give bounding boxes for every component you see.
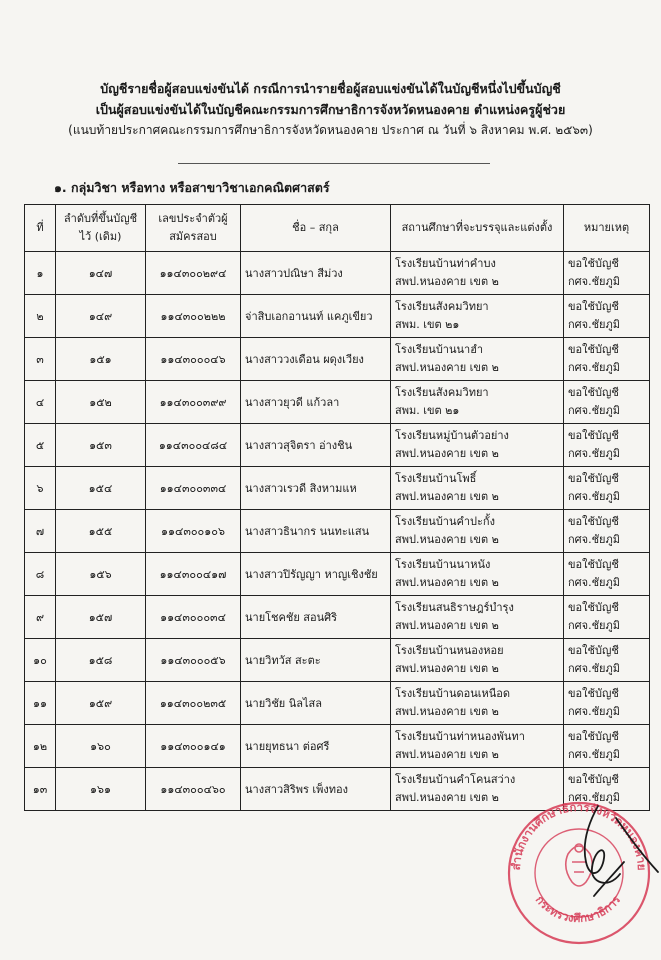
cell-school-line: สพป.หนองคาย เขต ๒	[395, 533, 499, 546]
cell-note-line: กศจ.ชัยภูมิ	[568, 361, 620, 374]
table-row	[25, 596, 650, 639]
cell-school	[391, 596, 564, 639]
cell-note-line: ขอใช้บัญชี	[568, 300, 619, 313]
cell-note-line: ขอใช้บัญชี	[568, 472, 619, 485]
cell-note-line: กศจ.ชัยภูมิ	[568, 318, 620, 331]
cell-name: จ่าสิบเอกอานนท์ แคภูเขียว	[241, 295, 391, 338]
table-row	[25, 338, 650, 381]
cell-school-line: สพป.หนองคาย เขต ๒	[395, 576, 499, 589]
cell-school	[391, 510, 564, 553]
cell-note-line: ขอใช้บัญชี	[568, 644, 619, 657]
cell-school-line: สพป.หนองคาย เขต ๒	[395, 275, 499, 288]
cell-note	[564, 467, 650, 510]
cell-school-line: สพป.หนองคาย เขต ๒	[395, 705, 499, 718]
cell-note	[564, 252, 650, 295]
cell-school	[391, 338, 564, 381]
cell-note	[564, 553, 650, 596]
cell-number: ๑๓	[25, 768, 56, 811]
cell-original-order: ๑๖๑	[56, 768, 146, 811]
cell-number: ๗	[25, 510, 56, 553]
table-row	[25, 639, 650, 682]
cell-school-line: สพป.หนองคาย เขต ๒	[395, 361, 499, 374]
cell-school-line: โรงเรียนบ้านคำปะกั้ง	[395, 515, 495, 528]
cell-school	[391, 467, 564, 510]
cell-school	[391, 424, 564, 467]
table-row	[25, 252, 650, 295]
cell-applicant-id: ๑๑๔๓๐๐๐๓๔	[146, 596, 241, 639]
candidate-table	[24, 204, 650, 811]
cell-school-line: สพป.หนองคาย เขต ๒	[395, 662, 499, 675]
cell-applicant-id: ๑๑๔๓๐๐๔๖๐	[146, 768, 241, 811]
cell-school-line: โรงเรียนสนธิราษฎร์บำรุง	[395, 601, 514, 614]
svg-text:กระทรวงศึกษาธิการ	[533, 892, 624, 925]
table-row	[25, 768, 650, 811]
cell-name: นายโชคชัย สอนศิริ	[241, 596, 391, 639]
cell-name: นางสาวธินากร นนทะแสน	[241, 510, 391, 553]
cell-number: ๑	[25, 252, 56, 295]
table-row	[25, 424, 650, 467]
cell-name: นายวิชัย นิลไสล	[241, 682, 391, 725]
cell-school	[391, 252, 564, 295]
cell-school-line: โรงเรียนบ้านนาหนัง	[395, 558, 491, 571]
cell-note	[564, 381, 650, 424]
document-title-line-2: เป็นผู้สอบแข่งขันได้ในบัญชีคณะกรรมการศึกษาธิการจังหวัดหนองคาย ตำแหน่งครูผู้ช่วย	[95, 102, 566, 117]
cell-note	[564, 682, 650, 725]
cell-applicant-id: ๑๑๔๓๐๐๑๔๑	[146, 725, 241, 768]
cell-applicant-id: ๑๑๔๓๐๐๐๔๖	[146, 338, 241, 381]
cell-school-line: สพป.หนองคาย เขต ๒	[395, 791, 499, 804]
header-divider	[178, 163, 490, 164]
cell-note-line: ขอใช้บัญชี	[568, 773, 619, 786]
cell-note	[564, 295, 650, 338]
table-row	[25, 467, 650, 510]
cell-name: นางสาวเรวดี สิงหามแห	[241, 467, 391, 510]
cell-school-line: สพป.หนองคาย เขต ๒	[395, 447, 499, 460]
cell-school	[391, 682, 564, 725]
table-body	[25, 252, 650, 811]
cell-note-line: ขอใช้บัญชี	[568, 687, 619, 700]
header-school: สถานศึกษาที่จะบรรจุและแต่งตั้ง	[391, 205, 564, 252]
cell-original-order: ๑๔๗	[56, 252, 146, 295]
stamp-emblem	[566, 844, 593, 886]
cell-original-order: ๑๕๓	[56, 424, 146, 467]
cell-note	[564, 510, 650, 553]
cell-name: นายวิทวัส สะตะ	[241, 639, 391, 682]
cell-school-line: สพป.หนองคาย เขต ๒	[395, 490, 499, 503]
cell-original-order: ๑๕๒	[56, 381, 146, 424]
cell-number: ๑๒	[25, 725, 56, 768]
cell-school-line: โรงเรียนบ้านคำโคนสว่าง	[395, 773, 516, 786]
cell-note	[564, 768, 650, 811]
cell-original-order: ๑๕๙	[56, 682, 146, 725]
cell-note	[564, 596, 650, 639]
cell-number: ๙	[25, 596, 56, 639]
cell-note-line: กศจ.ชัยภูมิ	[568, 533, 620, 546]
cell-school	[391, 639, 564, 682]
cell-note-line: ขอใช้บัญชี	[568, 257, 619, 270]
cell-note-line: กศจ.ชัยภูมิ	[568, 404, 620, 417]
cell-note-line: กศจ.ชัยภูมิ	[568, 447, 620, 460]
cell-number: ๖	[25, 467, 56, 510]
cell-note-line: ขอใช้บัญชี	[568, 343, 619, 356]
cell-number: ๒	[25, 295, 56, 338]
cell-name: นายยุทธนา ต่อศรี	[241, 725, 391, 768]
cell-original-order: ๑๕๔	[56, 467, 146, 510]
table-row	[25, 510, 650, 553]
cell-applicant-id: ๑๑๔๓๐๐๓๙๙	[146, 381, 241, 424]
cell-school-line: โรงเรียนสังคมวิทยา	[395, 386, 489, 399]
cell-number: ๓	[25, 338, 56, 381]
cell-name: นางสาวสุจิตรา อ่างชิน	[241, 424, 391, 467]
cell-note-line: ขอใช้บัญชี	[568, 558, 619, 571]
cell-name: นางสาววงเดือน ผดุงเวียง	[241, 338, 391, 381]
cell-original-order: ๑๔๙	[56, 295, 146, 338]
table-row	[25, 553, 650, 596]
cell-school-line: โรงเรียนบ้านท่าคำบง	[395, 257, 496, 270]
table-row	[25, 682, 650, 725]
cell-number: ๕	[25, 424, 56, 467]
stamp-bottom-text: กระทรวงศึกษาธิการ	[532, 892, 624, 926]
document-subtitle: (แนบท้ายประกาศคณะกรรมการศึกษาธิการจังหวัดหนองคาย ประกาศ ณ วันที่ ๖ สิงหาคม พ.ศ. ๒๕๖๓)	[68, 123, 593, 137]
cell-note-line: กศจ.ชัยภูมิ	[568, 619, 620, 632]
table-row	[25, 381, 650, 424]
cell-school-line: โรงเรียนหมู่บ้านตัวอย่าง	[395, 429, 509, 442]
cell-number: ๑๐	[25, 639, 56, 682]
table-row	[25, 725, 650, 768]
cell-applicant-id: ๑๑๔๓๐๐๒๓๕	[146, 682, 241, 725]
cell-applicant-id: ๑๑๔๓๐๐๑๐๖	[146, 510, 241, 553]
cell-original-order: ๑๕๗	[56, 596, 146, 639]
cell-note-line: ขอใช้บัญชี	[568, 601, 619, 614]
cell-applicant-id: ๑๑๔๓๐๐๐๕๖	[146, 639, 241, 682]
cell-number: ๑๑	[25, 682, 56, 725]
cell-school	[391, 295, 564, 338]
stamp-top-text: สำนักงานศึกษาธิการจังหวัดหนองคาย	[508, 799, 650, 871]
header-applicant-id: เลขประจำตัวผู้สมัครสอบ	[146, 205, 241, 252]
cell-school-line: โรงเรียนบ้านโพธิ์	[395, 472, 477, 485]
cell-applicant-id: ๑๑๔๓๐๐๓๓๔	[146, 467, 241, 510]
cell-note-line: ขอใช้บัญชี	[568, 730, 619, 743]
cell-school	[391, 725, 564, 768]
cell-school-line: โรงเรียนบ้านท่าหนองพันทา	[395, 730, 525, 743]
cell-school	[391, 381, 564, 424]
cell-note-line: ขอใช้บัญชี	[568, 515, 619, 528]
cell-applicant-id: ๑๑๔๓๐๐๔๑๗	[146, 553, 241, 596]
section-heading: ๑. กลุ่มวิชา หรือทาง หรือสาขาวิชาเอกคณิตศาสตร์	[54, 180, 330, 195]
cell-applicant-id: ๑๑๔๓๐๐๒๙๔	[146, 252, 241, 295]
cell-name: นางสาวสิริพร เพ็งทอง	[241, 768, 391, 811]
header-note: หมายเหตุ	[564, 205, 650, 252]
cell-school	[391, 553, 564, 596]
cell-original-order: ๑๕๖	[56, 553, 146, 596]
cell-note-line: กศจ.ชัยภูมิ	[568, 275, 620, 288]
cell-note	[564, 725, 650, 768]
cell-note-line: ขอใช้บัญชี	[568, 386, 619, 399]
header-original-order: ลำดับที่ขึ้นบัญชีไว้ (เดิม)	[56, 205, 146, 252]
cell-note-line: กศจ.ชัยภูมิ	[568, 705, 620, 718]
cell-school-line: สพม. เขต ๒๑	[395, 318, 460, 331]
cell-note	[564, 338, 650, 381]
document-header	[0, 78, 661, 140]
table-row	[25, 295, 650, 338]
signature-mark	[585, 806, 658, 896]
cell-school-line: โรงเรียนบ้านดอนเหนือด	[395, 687, 511, 700]
cell-name: นางสาวยุวดี แก้วลา	[241, 381, 391, 424]
cell-applicant-id: ๑๑๔๓๐๐๒๒๒	[146, 295, 241, 338]
cell-original-order: ๑๕๘	[56, 639, 146, 682]
cell-original-order: ๑๕๕	[56, 510, 146, 553]
cell-name: นางสาวปณิษา สีม่วง	[241, 252, 391, 295]
cell-original-order: ๑๕๑	[56, 338, 146, 381]
header-number: ที่	[25, 205, 56, 252]
cell-applicant-id: ๑๑๔๓๐๐๔๘๔	[146, 424, 241, 467]
cell-school-line: โรงเรียนสังคมวิทยา	[395, 300, 489, 313]
cell-school	[391, 768, 564, 811]
cell-school-line: โรงเรียนบ้านนาฮำ	[395, 343, 484, 356]
cell-note-line: กศจ.ชัยภูมิ	[568, 791, 620, 804]
cell-school-line: โรงเรียนบ้านหนองหอย	[395, 644, 504, 657]
cell-note-line: กศจ.ชัยภูมิ	[568, 490, 620, 503]
header-name: ชื่อ – สกุล	[241, 205, 391, 252]
cell-note-line: ขอใช้บัญชี	[568, 429, 619, 442]
cell-name: นางสาวปิรัญญา หาญเชิงชัย	[241, 553, 391, 596]
cell-note-line: กศจ.ชัยภูมิ	[568, 662, 620, 675]
cell-note	[564, 424, 650, 467]
cell-school-line: สพม. เขต ๒๑	[395, 404, 460, 417]
document-title-line-1: บัญชีรายชื่อผู้สอบแข่งขันได้ กรณีการนำรายชื่อผู้สอบแข่งขันได้ในบัญชีหนึ่งไปขึ้นบัญชี	[100, 81, 561, 96]
table-header-row	[25, 205, 650, 252]
cell-school-line: สพป.หนองคาย เขต ๒	[395, 748, 499, 761]
cell-number: ๘	[25, 553, 56, 596]
cell-number: ๔	[25, 381, 56, 424]
cell-original-order: ๑๖๐	[56, 725, 146, 768]
cell-school-line: สพป.หนองคาย เขต ๒	[395, 619, 499, 632]
cell-note-line: กศจ.ชัยภูมิ	[568, 576, 620, 589]
cell-note	[564, 639, 650, 682]
cell-note-line: กศจ.ชัยภูมิ	[568, 748, 620, 761]
